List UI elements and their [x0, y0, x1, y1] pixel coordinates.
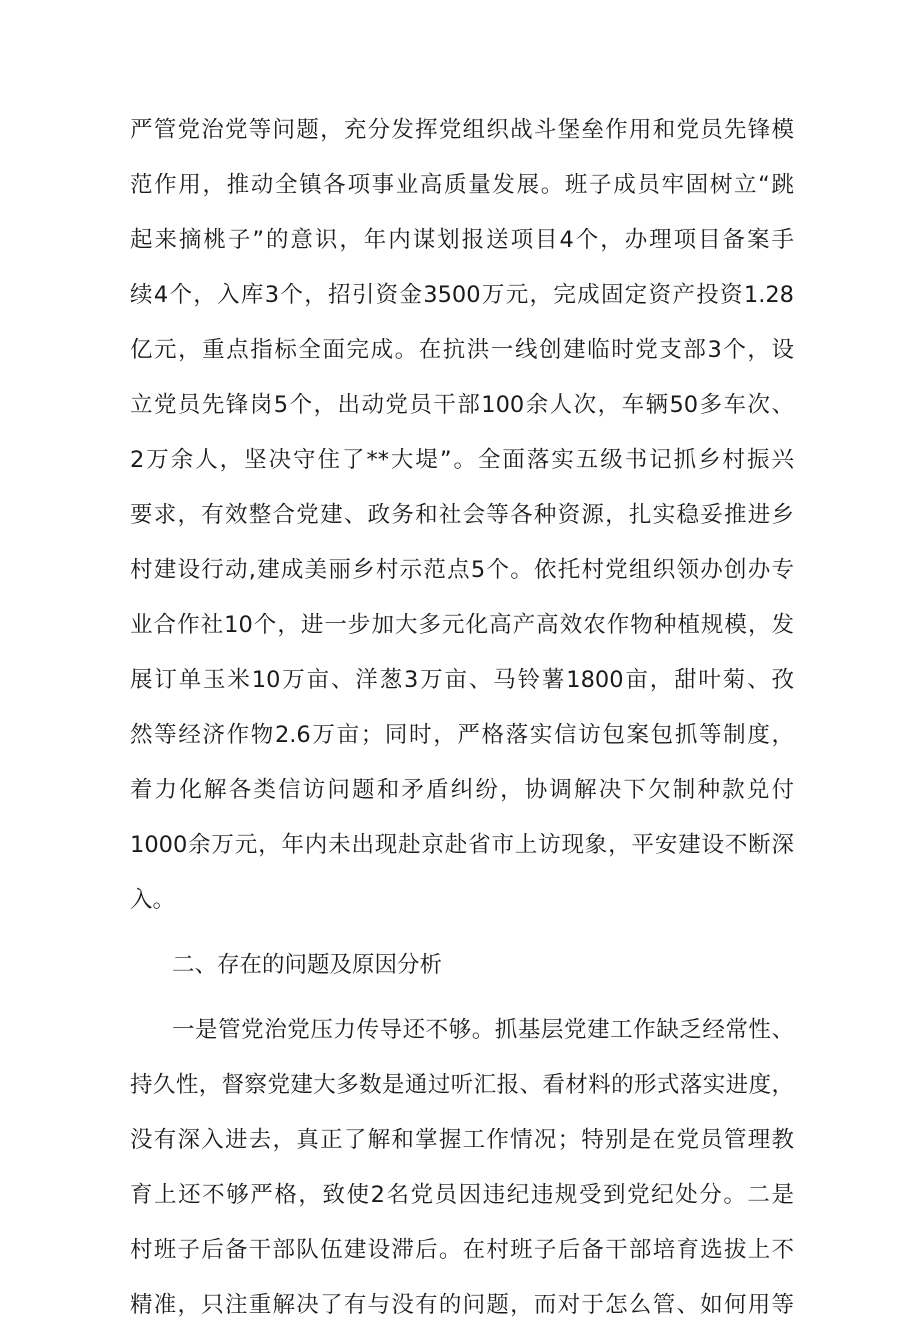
paragraph1-line: 立党员先锋岗5个，出动党员干部100余人次，车辆50多车次、: [130, 392, 794, 418]
paragraph2-line: 村班子后备干部队伍建设滞后。在村班子后备干部培育选拔上不: [130, 1237, 794, 1263]
paragraph1-line: 范作用，推动全镇各项事业高质量发展。班子成员牢固树立“跳: [130, 172, 794, 198]
paragraph2-line: 育上还不够严格，致使2名党员因违纪违规受到党纪处分。二是: [130, 1182, 794, 1208]
paragraph1-line: 亿元，重点指标全面完成。在抗洪一线创建临时党支部3个，设: [130, 337, 794, 363]
paragraph2-line: 一是管党治党压力传导还不够。抓基层党建工作缺乏经常性、: [172, 1017, 794, 1043]
section-heading: 二、存在的问题及原因分析: [172, 952, 443, 978]
paragraph1-line: 入。: [130, 887, 176, 913]
paragraph2-line: 精准，只注重解决了有与没有的问题，而对于怎么管、如何用等: [130, 1292, 794, 1318]
paragraph1-line: 续4个，入库3个，招引资金3500万元，完成固定资产投资1.28: [130, 282, 794, 308]
paragraph1-line: 要求，有效整合党建、政务和社会等各种资源，扎实稳妥推进乡: [130, 502, 794, 528]
paragraph1-line: 业合作社10个，进一步加大多元化高产高效农作物种植规模，发: [130, 612, 794, 638]
paragraph1-line: 村建设行动,建成美丽乡村示范点5个。依托村党组织领办创办专: [130, 557, 794, 583]
paragraph1-line: 起来摘桃子”的意识，年内谋划报送项目4个，办理项目备案手: [130, 227, 794, 253]
paragraph1-line: 2万余人，坚决守住了**大堤”。全面落实五级书记抓乡村振兴: [130, 447, 794, 473]
paragraph1-line: 着力化解各类信访问题和矛盾纠纷，协调解决下欠制种款兑付: [130, 777, 794, 803]
paragraph1-line: 1000余万元，年内未出现赴京赴省市上访现象，平安建设不断深: [130, 832, 794, 858]
paragraph1-line: 严管党治党等问题，充分发挥党组织战斗堡垒作用和党员先锋模: [130, 117, 794, 143]
paragraph2-line: 持久性，督察党建大多数是通过听汇报、看材料的形式落实进度，: [130, 1072, 794, 1098]
paragraph2-line: 没有深入进去，真正了解和掌握工作情况；特别是在党员管理教: [130, 1127, 794, 1153]
paragraph1-line: 然等经济作物2.6万亩；同时，严格落实信访包案包抓等制度，: [130, 722, 794, 748]
paragraph1-line: 展订单玉米10万亩、洋葱3万亩、马铃薯1800亩，甜叶菊、孜: [130, 667, 794, 693]
